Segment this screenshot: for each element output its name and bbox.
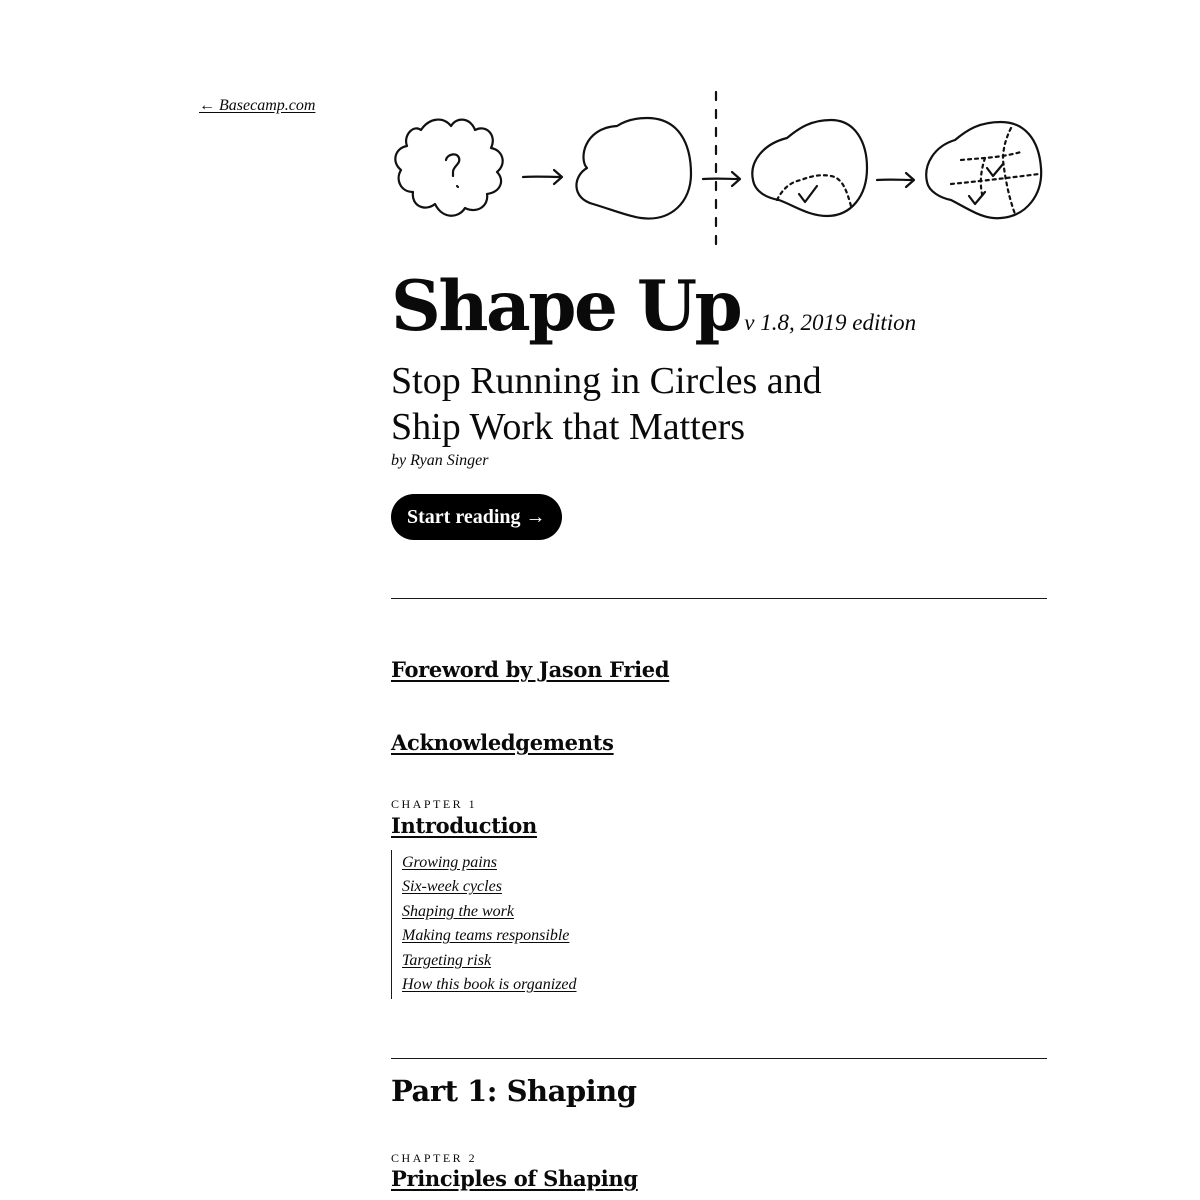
chapter-label: CHAPTER 2 <box>391 1151 478 1165</box>
blob-with-checked-piece-icon <box>752 120 867 216</box>
back-to-basecamp-link[interactable]: ← Basecamp.com <box>199 97 316 114</box>
arrow-right-icon <box>877 173 914 187</box>
book-subtitle <box>391 358 911 450</box>
section-link[interactable]: Shaping the work <box>402 902 514 920</box>
title-row <box>391 266 917 347</box>
toc-chapter-principles-link[interactable]: Principles of Shaping <box>391 1166 638 1191</box>
toc-foreword-link[interactable]: Foreword by Jason Fried <box>391 657 670 682</box>
part-title: Part 1: Shaping <box>391 1074 637 1108</box>
section-link[interactable]: How this book is organized <box>402 976 577 994</box>
arrow-right-icon <box>523 170 562 184</box>
divider <box>391 598 1047 599</box>
smooth-blob-icon <box>576 118 691 219</box>
section-link[interactable]: Making teams responsible <box>402 927 570 945</box>
divider <box>391 1058 1047 1059</box>
subtitle-line-1: Stop Running in Circles and <box>391 360 822 402</box>
subtitle-line-2: Ship Work that Matters <box>391 406 746 448</box>
chapter-label: CHAPTER 1 <box>391 797 478 811</box>
divider-and-arrow-icon <box>703 92 740 250</box>
rough-blob-icon <box>395 120 502 216</box>
book-title: Shape Up <box>391 266 741 347</box>
section-link[interactable]: Six-week cycles <box>402 878 502 896</box>
edition-label: v 1.8, 2019 edition <box>744 310 917 335</box>
chapter-1-sections <box>391 850 577 999</box>
hero-illustration <box>391 88 1051 253</box>
toc-acknowledgements-link[interactable]: Acknowledgements <box>391 730 614 755</box>
toc-chapter-introduction-link[interactable]: Introduction <box>391 813 537 838</box>
blob-with-checked-pieces-icon <box>926 122 1041 218</box>
author-byline: by Ryan Singer <box>391 452 489 469</box>
start-reading-button[interactable]: Start reading → <box>391 494 562 540</box>
section-link[interactable]: Growing pains <box>402 854 497 871</box>
section-link[interactable]: Targeting risk <box>402 951 492 969</box>
